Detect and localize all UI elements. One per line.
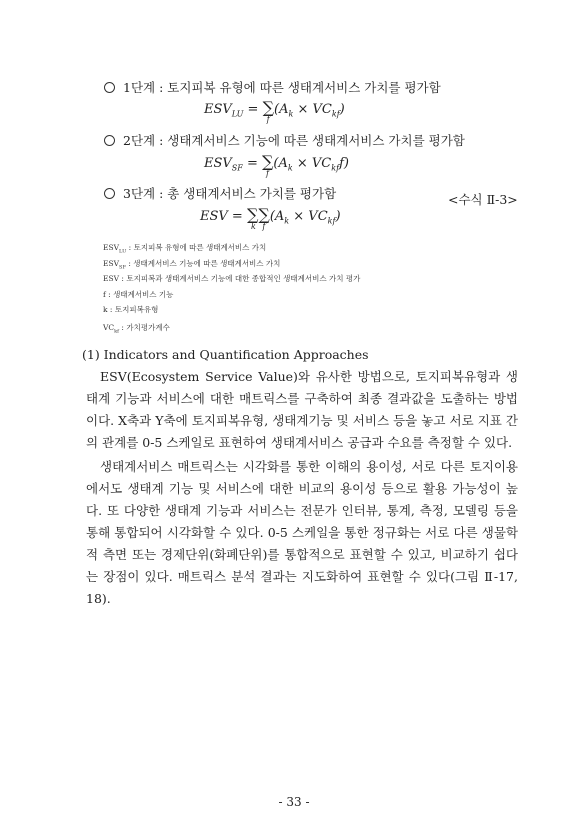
definition-item: $VC_{kf}$ : 가치평가계수: [103, 322, 170, 334]
paragraph-1: ESV(Ecosystem Service Value)와 유사한 방법으로, 토지피복유형과 생태계 기능과 서비스에 대한 매트릭스를 구축하여 최종 결과값을 도출하는 방법이다. X축과 Y축에 토지피복유형, 생태계기능 및 서비스 등을 놓고 서로 지표 간의 관계를 0-5 스케일로 표현하여 생태계서비스 공급과 수요를 측정할 수 있다.: [86, 369, 518, 450]
paragraph-2: 생태계서비스 매트릭스는 시각화를 통한 이해의 용이성, 서로 다른 토지이용에서도 생태계 기능 및 서비스에 대한 비교의 용이성 등으로 활용 가능성이 높다. 또 다양한 생태계 기능과 서비스는 전문가 인터뷰, 통계, 측정, 모델링 등을 통해 통합되어 시각화할 수 있다. 0-5 스케일을 통한 정규화는 서로 다른 생물학적 측면 또는 경제단위(화폐단위)를 통합적으로 표현할 수 있고, 비교하기 쉽다는 장점이 있다. 매트릭스 분석 결과는 지도화하여 표현할 수 있다(그림 Ⅱ-17, 18).: [86, 459, 518, 606]
body-text: [86, 366, 518, 610]
step-1-label: 1단계 : 토지피복 유형에 따른 생태계서비스 가치를 평가함: [123, 80, 441, 95]
page-number: - 33 -: [278, 795, 310, 809]
step-3-label: 3단계 : 총 생태계서비스 가치를 평가함: [123, 186, 337, 201]
formula-step-3: ESV = ∑ k ∑ f $(A_k \times VC_{kf})$: [200, 205, 341, 231]
formula-step-1: $ESV_{LU}$ = ∑ f $(A_k \times VC_{kf})$: [204, 98, 345, 124]
step-3-line: [104, 184, 336, 202]
definition-item: f : 생태계서비스 기능: [103, 289, 174, 299]
section-heading: (1) Indicators and Quantification Approaches: [82, 347, 369, 362]
definition-item: $ESV_{LU}$ : 토지피복 유형에 따른 생태계서비스 가치: [103, 243, 267, 255]
step-2-label: 2단계 : 생태계서비스 기능에 따른 생태계서비스 가치를 평가함: [123, 133, 465, 148]
definition-item: k : 토지피복유형: [103, 305, 159, 314]
equation-label: <수식 Ⅱ-3>: [448, 192, 518, 207]
definition-item: $ESV_{SF}$ : 생태계서비스 기능에 따른 생태계서비스 가치: [103, 258, 281, 270]
definition-item: ESV : 토지피복과 생태계서비스 기능에 대한 종합적인 생태계서비스 가치 평가: [103, 274, 361, 283]
formula-step-2: $ESV_{SF}$ = ∑ f $(A_k \times VC_{kf}f)$: [204, 152, 349, 178]
definitions-list: [103, 242, 360, 337]
step-2-line: [104, 131, 465, 149]
bullet-circle-icon: [104, 82, 115, 93]
bullet-circle-icon: [104, 135, 115, 146]
bullet-circle-icon: [104, 188, 115, 199]
step-1-line: [104, 78, 441, 96]
